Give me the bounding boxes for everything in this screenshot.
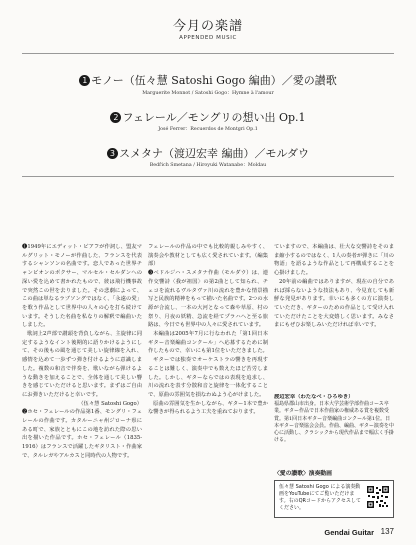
paragraph: 歌詞上2声部で讃頭を背負しながら、主旋律に同定するようなイント後期的に語りかけるようにして、その後もの風を通じて美しい旋律線を入れ、感情を込めて一歩ずつ弾き付けるように意識しました。複数の和音で伴奏を、歌いながら弾けるような動きを加えることで、全体を通して美しい響きを感じていただけると思います。まずはご自由にお弾きいただけると幸いです。	[22, 331, 142, 398]
video-text: 伍々慧 Satoshi Gogo による演奏動画をYouTubeにてご覧いただけます。右のQRコードからアクセスしてください。	[279, 484, 361, 511]
piece-title-3-text: スメタナ（渡辺宏幸 編曲）／モルダウ	[118, 147, 310, 160]
top-divider	[22, 53, 394, 54]
text-column-2	[148, 243, 268, 528]
piece-title-1	[0, 72, 416, 88]
paragraph: フェレールの作品の中でも比較的親しみやすく、演奏会や教材としても広く愛されています。（編集部）	[148, 244, 268, 268]
piece-title-2-text: フェレール／モングリの想い出 Op.1	[122, 111, 306, 124]
piece-title-1-text: モノー（伍々慧 Satoshi Gogo 編曲）／愛の讃歌	[91, 74, 337, 87]
video-info-box	[274, 480, 394, 518]
piece-subtitle-2: José Ferrer：Recuerdos de Montgri Op.1	[158, 127, 258, 132]
paragraph: ❶1949年にエディット・ピアフが作詞し、盟友マルグリット・モノーが作曲した、フランスを代表するシャンソンの名曲です。恋人であった世界チャンピオンのボクサー、マルセル・セルダンへの深い愛を込めて書かれたもので、彼は飛行機事故で突然この世を去りました。その悲劇によって、この曲は単なるラブソングではなく、「永遠の愛」を歌う作品として世界中の人々の心を打ち続けています。そうした名曲を私なりの解釈で編曲いたしました。	[22, 244, 142, 329]
video-section	[274, 468, 394, 518]
piece-subtitle-1: Marguerite Monnot / Satoshi Gogo：Hymne à l'amour	[142, 91, 274, 96]
paragraph: 20年前の編曲ではありますが、現在の自分であれば採らないような技法もあり、今見直しても新鮮な発見があります。幸いにも多くの方に演奏していただき、ギターのための作品として受け入れていただけたことを大変嬉しく思います。みなさまにもぜひお楽しみいただければ幸いです。	[274, 278, 394, 329]
paragraph: ❸ベドルジハ・スメタナ作曲（モルダウ）は、連作交響詩〈我が祖国〉の第2曲として知られ、チェコを流れるヴルタヴァ川の流れを豊かな情景描写と民族的精神をもって描いた名曲です。2つの水源が合流し、一本の大河となって森や草原、村の祭り、月夜の妖精、急流を経てプラハへと至る旅路は、今日でも世界中の人々に愛されています。	[148, 270, 268, 329]
paragraph: ❷ホセ・フェレールの作品第1番、モングリ・フェレールの作曲です。カタルーニャ州ジローナ県にある町で、家族とともにこの地を訪れた際の思い出を描いた作品です。ホセ・フェレール（1835-1916）はフランスで活躍したギタリスト・作曲家で、タルレガやアルカスと同時代の人物です。	[22, 409, 142, 459]
author-bio-text: 福島県郡山市出身。日本大学芸術学部作曲コース卒業。ギター作品で日本作曲家の権威ある賞を複数受賞。第1回日本ギター音楽編曲コンクール第1位。日本ギター音楽協会会員。作曲、編曲、ギター演奏を中心に活動し、クラシックから現代作品まで幅広く手掛ける。	[274, 401, 394, 444]
paragraph: ていますので、本編曲は、壮大な交響詩をそのまま縮小するのではなく、1人の奏者が弾きに「川の物語」を語るような作品として再構成することを心掛けました。	[274, 244, 394, 277]
author-bio	[274, 394, 394, 462]
text-column-3	[274, 243, 394, 391]
page-subtitle: APPENDED MUSIC	[179, 35, 237, 41]
text-column-1	[22, 243, 142, 528]
number-badge-3: 3	[107, 148, 118, 159]
paragraph: 本編曲は2005年7月に行なわれた「第1回日本ギター音楽編曲コンクール」へ応募するために制作したもので、幸いにも第1位をいただきました。	[148, 331, 268, 355]
page-number: 137	[380, 527, 394, 536]
paragraph: ギターでは独奏でオーケストラの響きを再現することは難しく、演奏中でも数えたほど苦労しました。しかし、ギターならではの表現を追求し、川の流れを表す分散和音と旋律を一体化することで、原曲の雰囲気を損なわぬよう心がけました。	[148, 357, 268, 398]
bottom-divider	[22, 176, 394, 177]
qr-code-icon[interactable]	[367, 486, 389, 508]
author-name: 渡辺宏幸（わたなべ・ひろゆき）	[274, 394, 354, 400]
piece-title-3	[0, 145, 416, 161]
video-heading: 〈愛の讃歌〉演奏動画	[274, 471, 332, 477]
number-badge-2: 2	[110, 112, 121, 123]
number-badge-1: 1	[79, 75, 90, 86]
piece-subtitle-3: Bedřich Smetana / Hiroyuki Watanabe：Moldau	[149, 163, 267, 168]
footer-magazine-name: Gendai Guitar	[324, 528, 374, 537]
piece-title-2	[0, 109, 416, 125]
page-title: 今月の楽譜	[172, 19, 243, 34]
paragraph: 原曲の雰囲気を生かしながら、ギター1本で豊かな響きが得られるよう工夫を重ねております。	[148, 400, 268, 416]
signature-gogo: （伍々慧 Satoshi Gogo）	[78, 400, 142, 407]
